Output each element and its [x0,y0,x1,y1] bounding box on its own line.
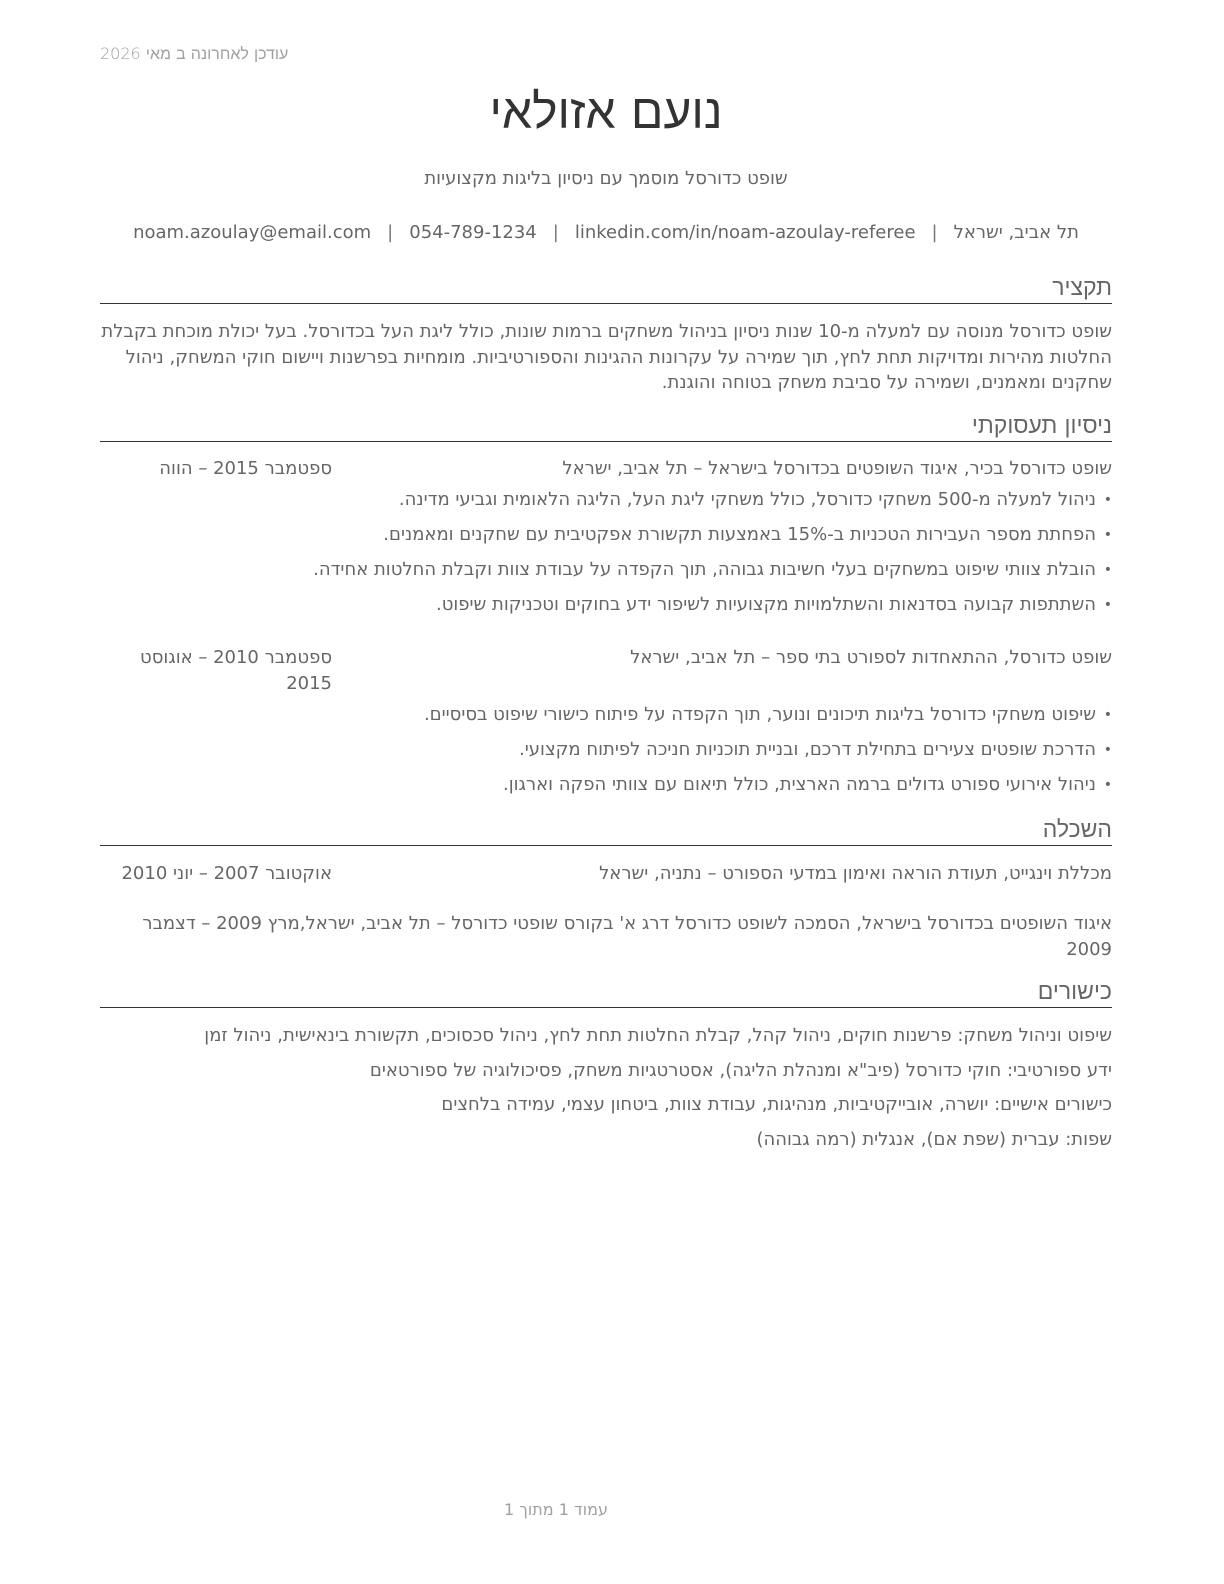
education-item: איגוד השופטים בכדורסל בישראל, הסמכה לשופט כדורסל דרג א' בקורס שופטי כדורסל – תל אביב, ישראל,מרץ 2009 – דצמבר 2009 [142,913,1112,960]
list-item: • ניהול אירועי ספורט גדולים ברמה הארצית, כולל תיאום עם צוותי הפקה וארגון. [100,772,1112,807]
bullet-icon: • [1103,527,1112,543]
summary-text: שופט כדורסל מנוסה עם למעלה מ-10 שנות ניסיון בניהול משחקים ברמות שונות, כולל ליגת העל בכדורסל. בעל יכולת מוכחת בקבלת החלטות מהירות ומדויקות תחת לחץ, תוך שמירה על עקרונות ההגינות והספורטיביות. מומחיות בפרשנות ויישום חוקי המשחק, ניהול שחקנים ומאמנים, ושמירה על סביבת משחק בטוחה והוגנת. [101,321,1112,393]
bullet-icon: • [1103,777,1112,793]
resume-page [100,0,1112,1584]
bullet-icon: • [1103,492,1112,508]
candidate-name: נועם אזולאי [489,84,723,140]
bullet-icon: • [1103,707,1112,723]
page-footer: עמוד 1 מתוך 1 [504,1500,608,1519]
skills-list [100,1023,1112,1161]
bullet-icon: • [1103,742,1112,758]
skill-line: כישורים אישיים: יושרה, אובייקטיביות, מנהיגות, עבודת צוות, ביטחון עצמי, עמידה בלחצים [441,1094,1112,1115]
contact-line [100,222,1112,243]
bullet-icon: • [1103,597,1112,613]
email-link[interactable]: noam.azoulay@email.com [133,222,372,243]
job-dates: ספטמבר 2010 – אוגוסט 2015 [140,647,332,694]
list-item: • הובלת צוותי שיפוט במשחקים בעלי חשיבות גבוהה, תוך הקפדה על עבודת צוות וקבלת החלטות אחידה. [100,557,1112,592]
headline: שופט כדורסל מוסמך עם ניסיון בליגות מקצועיות [424,168,788,189]
education-text: מכללת וינגייט, תעודת הוראה ואימון במדעי הספורט – נתניה, ישראל [599,863,1112,884]
job-dates: ספטמבר 2015 – הווה [159,458,332,479]
job-bullets [100,702,1112,807]
education-dates: מרץ 2009 – דצמבר 2009 [142,913,1112,960]
education-text: איגוד השופטים בכדורסל בישראל, הסמכה לשופט כדורסל דרג א' בקורס שופטי כדורסל – תל אביב, ישראל [305,913,1112,934]
linkedin-link[interactable]: linkedin.com/in/noam-azoulay-referee [574,222,916,243]
section-title-experience: ניסיון תעסוקתי [100,412,1112,442]
list-item: • שיפוט משחקי כדורסל בליגות תיכונים ונוער, תוך הקפדה על פיתוח כישורי שיפוט בסיסיים. [100,702,1112,737]
education-dates: אוקטובר 2007 – יוני 2010 [121,863,332,884]
job-title: שופט כדורסל, ההתאחדות לספורט בתי ספר – תל אביב, ישראל [630,647,1112,668]
skill-line: ידע ספורטיבי: חוקי כדורסל (פיב"א ומנהלת הליגה), אסטרטגיות משחק, פסיכולוגיה של ספורטאים [369,1059,1112,1081]
bullet-icon: • [1103,562,1112,578]
section-title-education: השכלה [100,816,1112,846]
phone-number[interactable]: 054-789-1234 [409,222,537,243]
list-item: • ניהול למעלה מ-500 משחקי כדורסל, כולל משחקי ליגת העל, הליגה הלאומית וגביעי מדינה. [100,487,1112,522]
section-title-summary: תקציר [100,274,1112,304]
list-item: • הפחתת מספר העבירות הטכניות ב-15% באמצעות תקשורת אפקטיבית עם שחקנים ומאמנים. [100,522,1112,557]
skill-line: שפות: עברית (שפת אם), אנגלית (רמה גבוהה) [756,1128,1112,1150]
separator: | [387,222,394,243]
skill-line: שיפוט וניהול משחק: פרשנות חוקים, ניהול קהל, קבלת החלטות תחת לחץ, ניהול סכסוכים, תקשורת בינאישית, ניהול זמן [204,1025,1112,1046]
job-bullets [100,487,1112,627]
list-item: • הדרכת שופטים צעירים בתחילת דרכם, ובניית תוכניות חניכה לפיתוח מקצועי. [100,737,1112,772]
separator: | [552,222,559,243]
separator: | [931,222,938,243]
list-item: • השתתפות קבועה בסדנאות והשתלמויות מקצועיות לשיפור ידע בחוקים וטכניקות שיפוט. [100,592,1112,627]
last-updated: עודכן לאחרונה ב מאי 2026 [100,44,289,63]
job-title: שופט כדורסל בכיר, איגוד השופטים בכדורסל בישראל – תל אביב, ישראל [562,458,1112,479]
location: תל אביב, ישראל [953,222,1079,243]
section-title-skills: כישורים [100,978,1112,1008]
